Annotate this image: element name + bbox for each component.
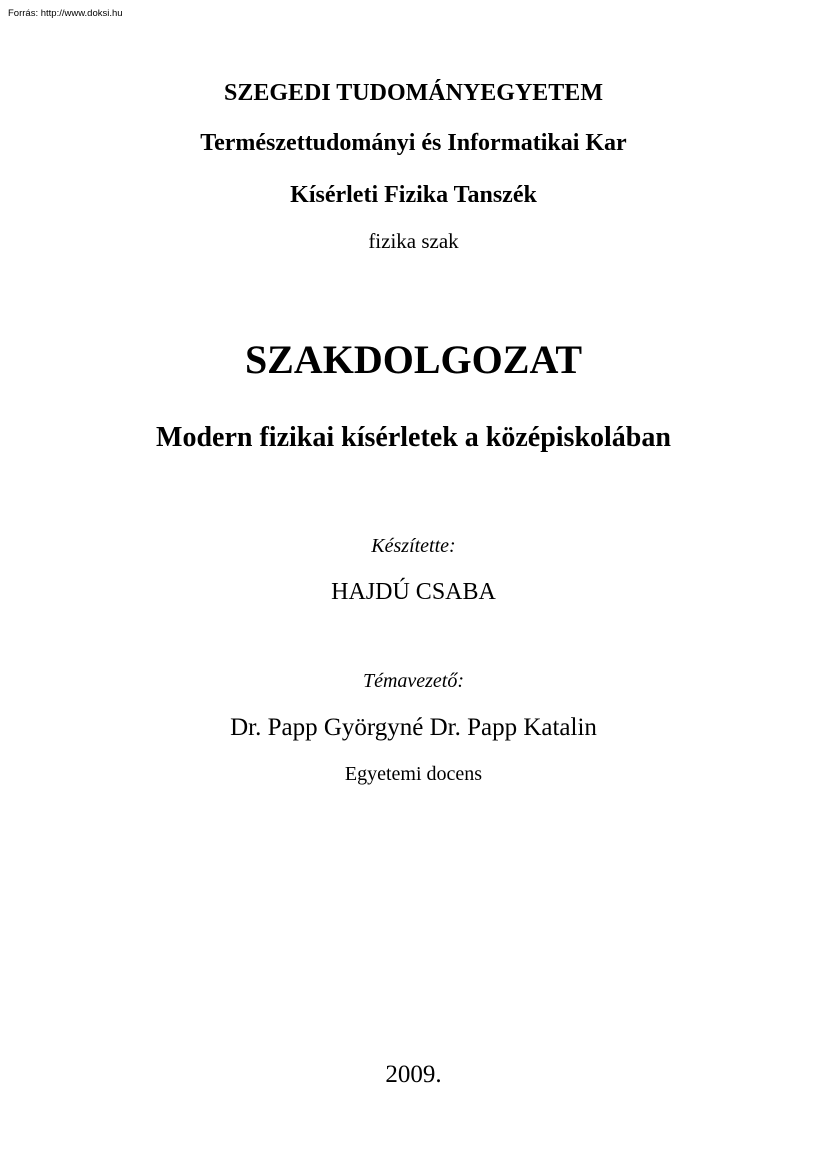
source-note: Forrás: http://www.doksi.hu (8, 8, 123, 19)
year: 2009. (385, 1061, 442, 1088)
university-name: SZEGEDI TUDOMÁNYEGYETEM (224, 80, 603, 106)
faculty-name: Természettudományi és Informatikai Kar (200, 130, 627, 156)
document-type: SZAKDOLGOZAT (244, 337, 583, 382)
supervisor-label: Témavezető: (362, 670, 465, 692)
supervisor-name: Dr. Papp Györgyné Dr. Papp Katalin (230, 714, 597, 741)
supervisor-title: Egyetemi docens (344, 763, 483, 785)
thesis-title: Modern fizikai kísérletek a középiskolában (156, 422, 671, 453)
department-name: Kísérleti Fizika Tanszék (290, 182, 537, 208)
program-name: fizika szak (368, 229, 459, 253)
author-label: Készítette: (371, 535, 456, 557)
author-name: HAJDÚ CSABA (331, 579, 496, 605)
